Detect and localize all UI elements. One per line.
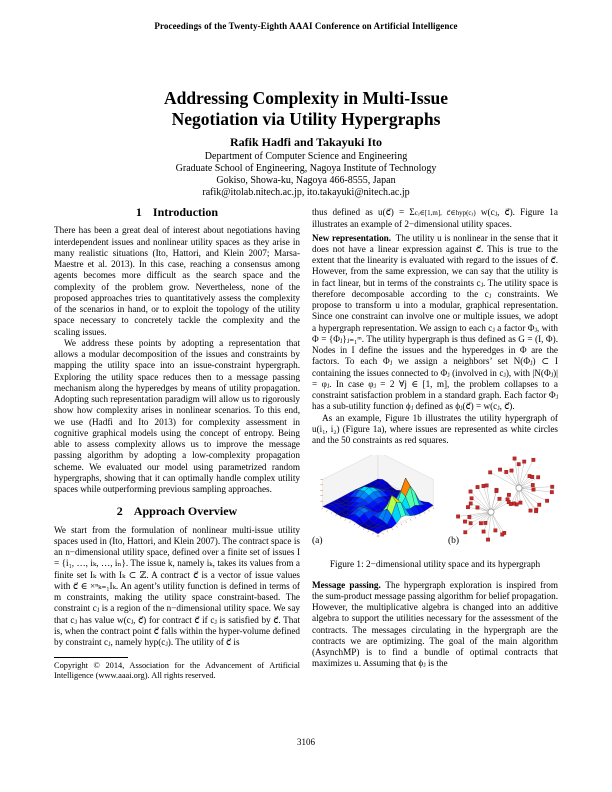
right-column bbox=[312, 207, 558, 670]
page-number: 3106 bbox=[297, 737, 315, 747]
figure-caption: Figure 1: 2−dimensional utility space and its hypergraph bbox=[329, 560, 541, 571]
footnote-rule bbox=[54, 657, 128, 658]
paragraph-message-passing bbox=[312, 580, 558, 670]
authors: Rafik Hadfi and Takayuki Ito bbox=[229, 135, 383, 149]
subfigure-a bbox=[312, 455, 442, 549]
section-number: 1 bbox=[135, 205, 142, 219]
affiliation-line: Gokiso, Showa-ku, Nagoya 466-8555, Japan bbox=[216, 175, 396, 186]
affiliation-line: rafik@itolab.nitech.ac.jp, ito.takayuki@nitech.ac.jp bbox=[202, 187, 410, 198]
affiliation bbox=[0, 151, 612, 199]
affiliation-line: Department of Computer Science and Engineering bbox=[204, 151, 408, 162]
subfigure-label-a: (a) bbox=[312, 536, 323, 546]
running-head: Proceedings of the Twenty-Eighth AAAI Conference on Artificial Intelligence bbox=[154, 21, 458, 31]
paragraph: We start from the formulation of nonlinear multi-issue utility spaces used in (Ito, Hattori, and Klein 2007). The contract space is an n−dimensional utility space, defined over a finite set of issues I = {i₁, …, iₖ, …, iₙ}. The issue k, namely iₖ, takes its values from a finite set Iₖ with Iₖ ⊂ ℤ. A contract c⃗ is a vector of issue values with c⃗ ∈ ×ⁿₖ₌₁Iₖ. An agent’s utility function is defined in terms of m constraints, making the utility space constraint-based. The constraint cⱼ is a region of the n−dimensional utility space. We say that cⱼ has value w(cⱼ, c⃗) for contract c⃗ if cⱼ is satisfied by c⃗. That is, when the contract point c⃗ falls within the hyper-volume defined by constraint cⱼ, namely hyp(cⱼ). The utility of c⃗ is bbox=[54, 524, 300, 647]
section-number: 2 bbox=[116, 504, 123, 519]
figure-1-row bbox=[312, 455, 558, 549]
paragraph-new-representation bbox=[312, 233, 558, 413]
utility-surface-plot bbox=[312, 455, 442, 549]
hypergraph-plot bbox=[446, 455, 558, 549]
section-heading-approach-overview bbox=[54, 506, 300, 517]
title-line-1: Addressing Complexity in Multi-Issue bbox=[163, 88, 449, 108]
paragraph: We address these points by adopting a representation that allows a modular decomposition of the issues and constraints by mapping the utility space into an issue-constraint hypergraph. Exploring the utility space reduces then to a message passing mechanism along the hyperedges by means of utility propagation. Adopting such representation paradigm will allow us to rigorously show how complexity arises in nonlinear scenarios. To this end, we use (Hadfi and Ito 2013) for complexity assessment in cognitive graphical models using the concept of entropy. Being able to assess complexity allows us to improve the message passing algorithm by adopting a low-complexity propagation scheme. We evaluated our model using parametrized random hypergraphs, showing that it can optimally handle complex utility spaces while outperforming previous sampling approaches. bbox=[54, 337, 300, 494]
page-title bbox=[0, 88, 612, 131]
copyright-footnote: Copyright © 2014, Association for the Advancement of Artificial Intelligence (www.aaai.org). All rights reserved. bbox=[54, 661, 300, 681]
paragraph: There has been a great deal of interest about negotiations having interdependent issues and nonlinear utility spaces as they arise in many realistic situations (Ito, Hattori, and Klein 2007; Marsa-Maestre et al. 2013). In this case, reaching a consensus among agents becomes more difficult as the search space and the complexity of the problem grow. Nevertheless, none of the proposed approaches tries to quantitatively assess the complexity of the scenarios in hand, or to exploit the topology of the utility space necessary to concretely tackle the complexity and the scaling issues. bbox=[54, 225, 300, 337]
figure-1 bbox=[312, 455, 558, 571]
subfigure-label-b: (b) bbox=[448, 536, 460, 546]
section-heading-introduction bbox=[54, 207, 300, 218]
formula-rhs: w(cⱼ, c⃗). Figure 1a illustrates an example of 2−dimensional utility spaces. bbox=[312, 207, 558, 230]
affiliation-line: Graduate School of Engineering, Nagoya Institute of Technology bbox=[175, 163, 437, 174]
section-label: Approach Overview bbox=[133, 504, 238, 519]
paragraph-formula bbox=[312, 207, 558, 231]
paragraph-text: The hypergraph exploration is inspired from the sum-product message passing algorithm for belief propagation. However, the multiplicative algebra is changed into an additive algebra to support the utilities necessary for the assessment of the contracts. The messages circulating in the hypergraph are the contracts we are optimizing. The goal of the main algorithm (AsynchMP) is to find a bundle of optimal contracts that maximizes u. Assuming that ϕⱼ is the bbox=[312, 579, 558, 669]
inline-heading: New representation. bbox=[312, 232, 392, 243]
paragraph: As an example, Figure 1b illustrates the utility hypergraph of u(i₁, i₂) (Figure 1a), where issues are represented as white circles and the 50 constraints as red squares. bbox=[312, 412, 558, 445]
section-label: Introduction bbox=[152, 205, 219, 219]
paragraph-text: The utility u is nonlinear in the sense that it does not have a linear expression against c⃗. This is true to the extent that the linearity is evaluated with regard to the issues of c⃗. However, from the same expression, we can say that the utility is in fact linear, but in terms of the constraints cⱼ. The utility space is therefore decomposable according to the cⱼ constraints. We propose to transform u into a modular, graphical representation. Since one constraint can involve one or multiple issues, we adopt a hypergraph representation. We assign to each cⱼ a factor Φⱼ, with Φ = {Φⱼ}ⱼ₌₁ᵐ. The utility hypergraph is thus defined as G = (I, Φ). Nodes in I define the issues and the hyperedges in Φ are the factors. To each Φⱼ we assign a neighbors’ set N(Φⱼ) ⊂ I containing the issues connected to Φⱼ (involved in cⱼ), with |N(Φⱼ)| = φⱼ. In case φⱼ = 2 ∀j ∈ [1, m], the problem collapses to a constraint satisfaction problem in a standard graph. Each factor Φⱼ has a sub-utility function ϕⱼ defined as ϕⱼ(c⃗) = w(cⱼ, c⃗). bbox=[312, 232, 558, 412]
inline-heading: Message passing. bbox=[312, 579, 381, 590]
subfigure-b bbox=[446, 455, 558, 549]
title-line-2: Negotiation via Utility Hypergraphs bbox=[171, 109, 441, 130]
formula-subscript: cⱼ∈[1,m], c⃗∈hyp(cⱼ) bbox=[414, 209, 476, 217]
formula-lhs: thus defined as u(c⃗) = Σ bbox=[312, 207, 415, 217]
left-column bbox=[54, 207, 300, 681]
